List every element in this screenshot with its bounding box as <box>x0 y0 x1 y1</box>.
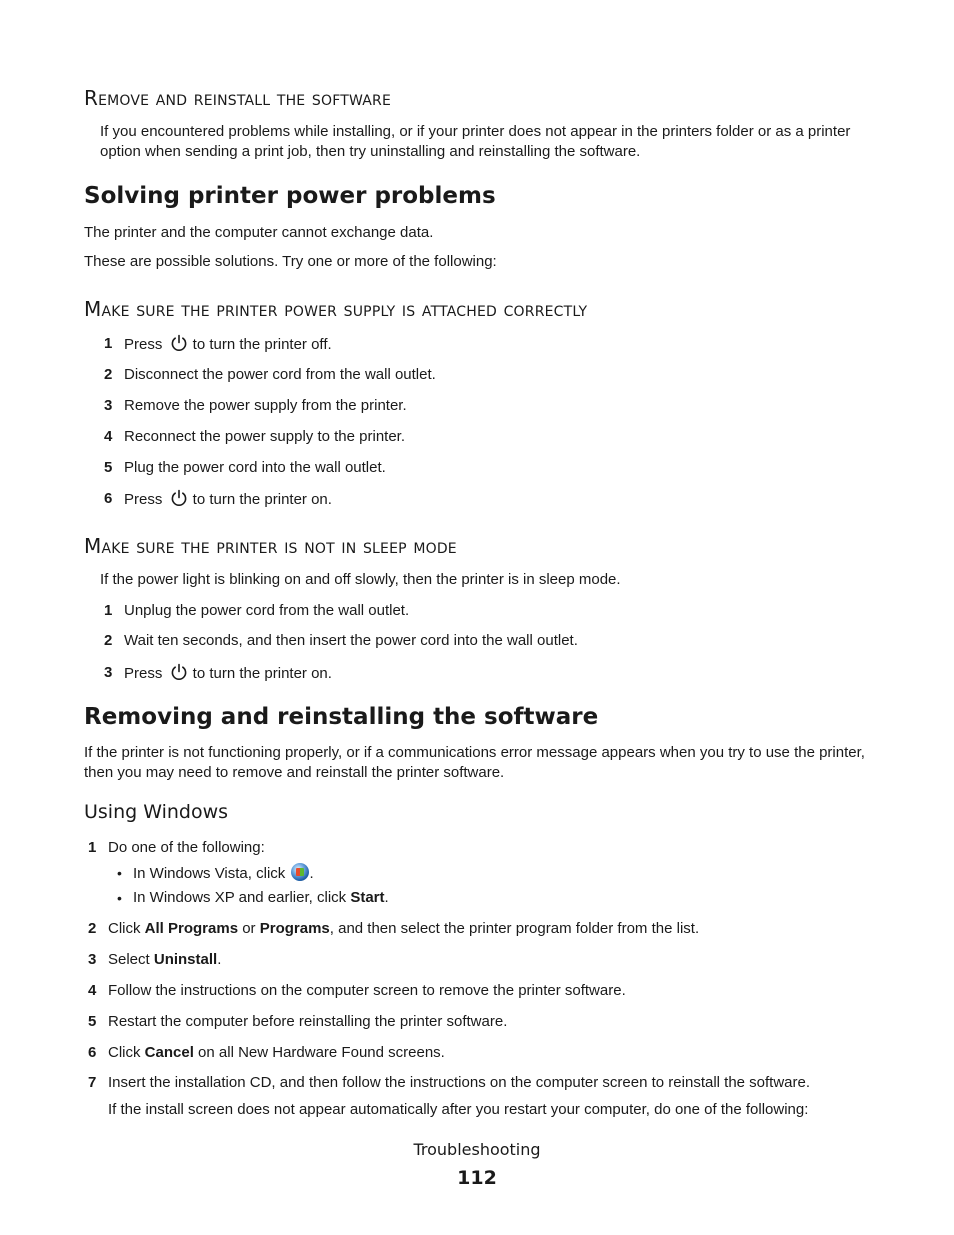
step-number: 6 <box>104 490 113 507</box>
step-number: 7 <box>88 1074 97 1091</box>
step-click-cancel <box>108 1043 445 1063</box>
step-number: 4 <box>104 428 113 445</box>
programs-label: Programs <box>259 920 330 937</box>
step-follow-instructions: Follow the instructions on the computer screen to remove the printer software. <box>108 982 626 999</box>
step-select-uninstall <box>108 950 221 970</box>
step-number: 1 <box>104 602 113 619</box>
step-number: 2 <box>104 366 113 383</box>
step-press-power-on-sleep <box>124 663 332 684</box>
step-text: Click <box>108 1044 145 1061</box>
step-number: 2 <box>88 920 97 937</box>
windows-start-icon <box>291 863 309 881</box>
step-text: Press <box>124 665 167 682</box>
step-number: 3 <box>88 951 97 968</box>
step-number: 3 <box>104 664 113 681</box>
page-number: 112 <box>457 1167 497 1189</box>
footer-section-label: Troubleshooting <box>413 1140 541 1159</box>
bullet-text: . <box>384 889 389 906</box>
step-text: to turn the printer on. <box>188 665 332 682</box>
bullet-text: In Windows Vista, click <box>133 865 290 882</box>
power-icon <box>170 663 188 681</box>
step-unplug-cord: Unplug the power cord from the wall outlet. <box>124 602 410 619</box>
step-text: to turn the printer off. <box>188 336 332 353</box>
step-text: or <box>238 920 260 937</box>
step-remove-supply: Remove the power supply from the printer. <box>124 397 407 414</box>
step-text: Select <box>108 951 154 968</box>
heading-using-windows: Using Windows <box>84 801 229 823</box>
step-number: 1 <box>104 335 113 352</box>
step-wait-ten-seconds: Wait ten seconds, and then insert the power cord into the wall outlet. <box>124 632 578 649</box>
bullet-windows-xp <box>133 888 389 908</box>
cancel-label: Cancel <box>144 1044 194 1061</box>
step-text: to turn the printer on. <box>188 491 332 508</box>
step-number: 5 <box>88 1013 97 1030</box>
heading-removing-reinstalling: Removing and reinstalling the software <box>84 704 599 730</box>
uninstall-label: Uninstall <box>153 951 218 968</box>
remove-reinstall-paragraph: If you encountered problems while installing, or if your printer does not appear in the printers folder or as a printer option when sending a print job, then try uninstalling and reinstalling the software. <box>100 123 851 160</box>
step-do-one: Do one of the following: <box>108 839 265 856</box>
step-number: 6 <box>88 1044 97 1061</box>
step-disconnect-cord: Disconnect the power cord from the wall outlet. <box>124 366 436 383</box>
step-number: 2 <box>104 632 113 649</box>
power-intro-1: The printer and the computer cannot exchange data. <box>84 224 434 241</box>
step-insert-cd: Insert the installation CD, and then follow the instructions on the computer screen to reinstall the software. <box>108 1074 811 1091</box>
section-heading-remove-reinstall: Remove and reinstall the software <box>84 86 391 110</box>
bullet-dot: • <box>117 890 122 906</box>
step-text: Press <box>124 491 167 508</box>
step-number: 1 <box>88 839 97 856</box>
step-text: Press <box>124 336 167 353</box>
power-icon <box>170 489 188 507</box>
bullet-text: . <box>309 865 314 882</box>
bullet-text: In Windows XP and earlier, click <box>133 889 351 906</box>
step-text: on all New Hardware Found screens. <box>193 1044 445 1061</box>
step-number: 5 <box>104 459 113 476</box>
step-text: Click <box>108 920 145 937</box>
step-reconnect-supply: Reconnect the power supply to the printer. <box>124 428 406 445</box>
all-programs-label: All Programs <box>144 920 239 937</box>
step-press-power-on <box>124 489 332 510</box>
step-restart-computer: Restart the computer before reinstalling the printer software. <box>108 1013 508 1030</box>
heading-power-problems: Solving printer power problems <box>84 183 496 209</box>
step-number: 4 <box>88 982 97 999</box>
step-click-all-programs <box>108 919 699 939</box>
step7-note: If the install screen does not appear automatically after you restart your computer, do one of the following: <box>108 1101 809 1118</box>
section-heading-power-supply: Make sure the printer power supply is attached correctly <box>84 297 588 321</box>
start-label: Start <box>350 889 385 906</box>
power-icon <box>170 334 188 352</box>
power-intro-2: These are possible solutions. Try one or more of the following: <box>84 253 497 270</box>
bullet-dot: • <box>117 865 122 881</box>
step-number: 3 <box>104 397 113 414</box>
bullet-windows-vista <box>133 863 314 884</box>
step-text: . <box>217 951 222 968</box>
step-text: , and then select the printer program folder from the list. <box>329 920 700 937</box>
step-press-power-off <box>124 334 332 355</box>
sleep-mode-paragraph: If the power light is blinking on and off slowly, then the printer is in sleep mode. <box>100 571 621 588</box>
removing-paragraph: If the printer is not functioning properly, or if a communications error message appears when you try to use the printer, then you may need to remove and reinstall the printer software. <box>84 744 865 781</box>
step-plug-cord: Plug the power cord into the wall outlet. <box>124 459 386 476</box>
section-heading-sleep-mode: Make sure the printer is not in sleep mode <box>84 534 457 558</box>
